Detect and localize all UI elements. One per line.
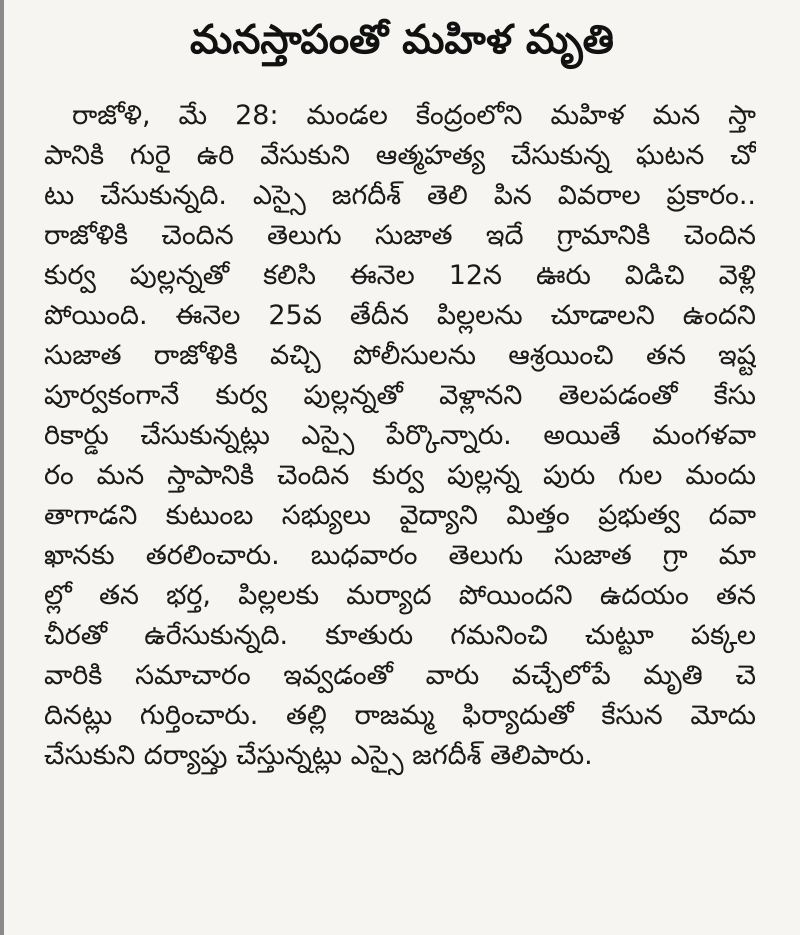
article-body [44, 96, 756, 776]
article-line: చేసుకుని దర్యాప్తు చేస్తున్నట్లు ఎస్సై జగదీశ్ తెలిపారు. [44, 740, 593, 771]
article-line: దినట్లు గుర్తించారు. తల్లి రాజమ్మ ఫిర్యాదుతో కేసున మోదు [44, 700, 756, 731]
article-line: రాజోళికి చెందిన తెలుగు సుజాత ఇదే గ్రామానికి చెందిన [44, 220, 756, 251]
article-line: వారికి సమాచారం ఇవ్వడంతో వారు వచ్చేలోపే మృతి చె [44, 660, 756, 691]
article-line: ఖానకు తరలించారు. బుధవారం తెలుగు సుజాత గ్రా మా [44, 540, 756, 571]
article-line: రాజోళి, మే 28: మండల కేంద్రంలోని మహిళ మన స్తా [72, 100, 756, 131]
article-headline: మనస్తాపంతో మహిళ మృతి [190, 17, 614, 63]
article-line: రికార్డు చేసుకున్నట్లు ఎస్సై పేర్కొన్నారు. అయితే మంగళవా [44, 420, 756, 451]
article-line: కుర్వ పుల్లన్నతో కలిసి ఈనెల 12న ఊరు విడిచి వెళ్లి [44, 260, 756, 291]
article-line: టు చేసుకున్నది. ఎస్సై జగదీశ్ తెలి పిన వివరాల ప్రకారం.. [44, 180, 756, 211]
article-line: సుజాత రాజోళికి వచ్చి పోలీసులను ఆశ్రయించి తన ఇష్ట [44, 340, 756, 371]
article-line: పూర్వకంగానే కుర్వ పుల్లన్నతో వెళ్లానని తెలపడంతో కేసు [44, 380, 756, 411]
article-line: పోయింది. ఈనెల 25వ తేదీన పిల్లలను చూడాలని ఉందని [44, 300, 756, 331]
article-line: ల్లో తన భర్త, పిల్లలకు మర్యాద పోయిందని ఉదయం తన [44, 580, 756, 611]
article-line: రం మన స్తాపానికి చెందిన కుర్వ పుల్లన్న పురు గుల మందు [44, 460, 756, 491]
article-line: తాగాడని కుటుంబ సభ్యులు వైద్యాని మిత్తం ప్రభుత్వ దవా [44, 500, 756, 531]
article-line: చీరతో ఉరేసుకున్నది. కూతురు గమనించి చుట్టూ పక్కల [44, 620, 756, 651]
article-line: పానికి గురై ఉరి వేసుకుని ఆత్మహత్య చేసుకున్న ఘటన చో [44, 140, 756, 171]
